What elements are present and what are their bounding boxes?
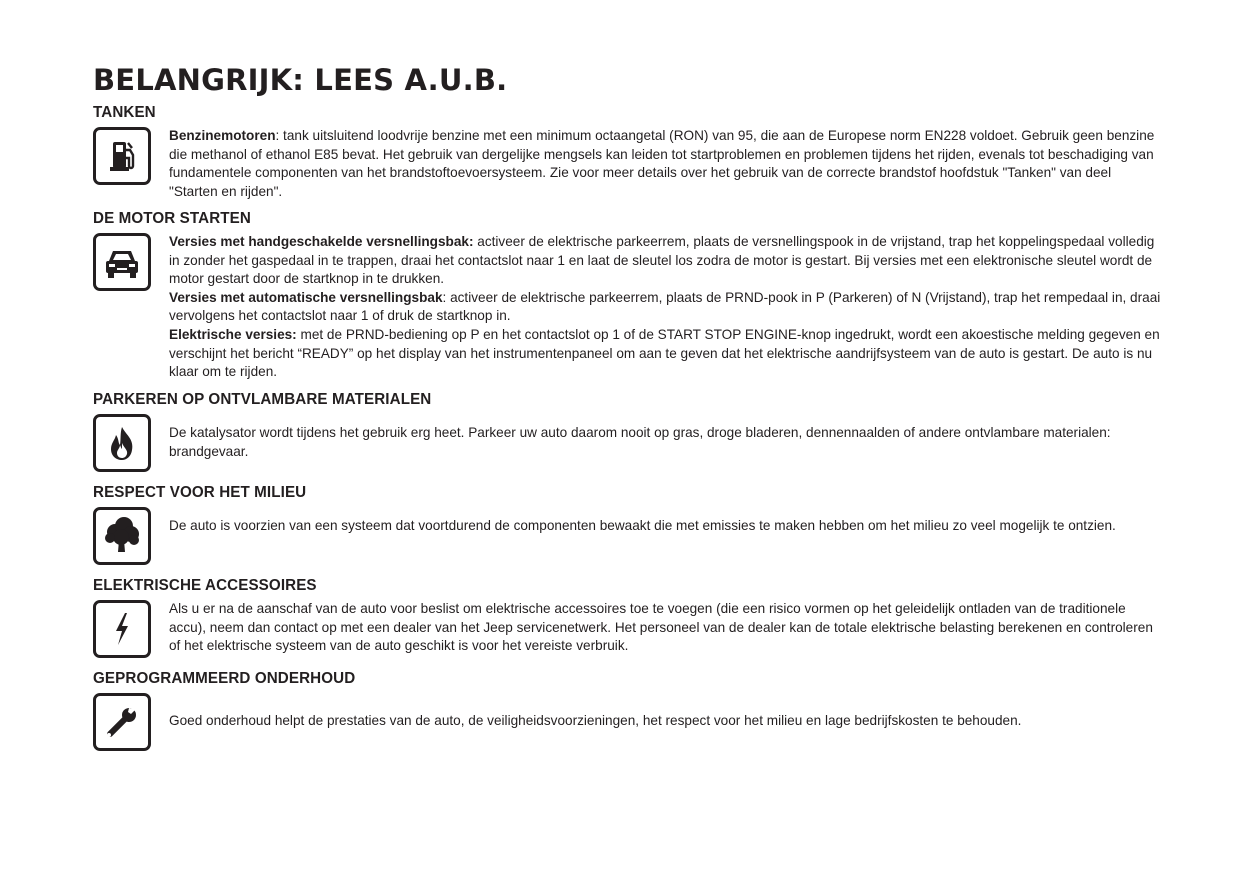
section-elektrische-accessoires [93,576,1163,656]
page-title: BELANGRIJK: LEES A.U.B. [93,63,508,97]
section-motor-starten [93,209,1163,382]
section-text [169,233,1163,382]
section-text [169,127,1163,201]
section-heading: TANKEN [93,104,156,121]
paragraph: Goed onderhoud helpt de prestaties van de auto, de veiligheidsvoorzieningen, het respect voor het milieu en lage bedrijfskosten te behouden. [169,713,1022,728]
lightning-icon [93,600,151,658]
paragraph: Als u er na de aanschaf van de auto voor beslist om elektrische accessoires toe te voegen (die een risico vormen op het geleidelijk ontladen van de traditionele accu), neem dan contact op met een dealer van het Jeep servicenetwerk. Het personeel van de dealer kan de totale elektrische belasting berekenen en controleren of het elektrische systeem van de auto geschikt is voor het vereiste verbruik. [169,601,1153,654]
section-milieu [93,483,1163,536]
paragraph: De auto is voorzien van een systeem dat voortdurend de componenten bewaakt die met emissies te maken hebben om het milieu zo veel mogelijk te ontzien. [169,518,1116,533]
section-parkeren [93,390,1163,461]
section-text [169,414,1163,461]
flame-icon [93,414,151,472]
section-text [169,693,1163,731]
section-onderhoud [93,669,1163,731]
section-heading: RESPECT VOOR HET MILIEU [93,484,307,501]
paragraph: De katalysator wordt tijdens het gebruik erg heet. Parkeer uw auto daarom nooit op gras, droge bladeren, dennennaalden of andere ontvlambare materialen: brandgevaar. [169,425,1111,459]
wrench-icon [93,693,151,751]
paragraph: Elektrische versies: met de PRND-bediening op P en het contactslot op 1 of de START STOP ENGINE-knop ingedrukt, wordt een akoestische melding gegeven en verschijnt het bericht “READY” op het display van het instrumentenpaneel om aan te geven dat het elektrische aandrijfsysteem van de auto is gestart. De auto is nu klaar om te rijden. [169,326,1160,380]
paragraph: Versies met automatische versnellingsbak: activeer de elektrische parkeerrem, plaats de PRND-pook in P (Parkeren) of N (Vrijstand), trap het rempedaal in, draai vervolgens het contactslot naar 1 of druk de startknop in. [169,289,1161,324]
paragraph: Versies met handgeschakelde versnellingsbak: activeer de elektrische parkeerrem, plaats de versnellingspook in de vrijstand, trap het koppelingspedaal volledig in zonder het gaspedaal in te trappen, draai het contactslot naar 1 en laat de sleutel los zodra de motor is gestart. Bij versies met een elektronische sleutel wordt de motor gestart door de startknop in te drukken. [169,234,1155,287]
section-heading: ELEKTRISCHE ACCESSOIRES [93,577,317,594]
section-heading: PARKEREN OP ONTVLAMBARE MATERIALEN [93,391,432,408]
section-heading: DE MOTOR STARTEN [93,210,251,227]
fuel-pump-icon [93,127,151,185]
car-icon [93,233,151,291]
section-heading: GEPROGRAMMEERD ONDERHOUD [93,670,356,687]
section-text [169,507,1163,536]
paragraph: Benzinemotoren: tank uitsluitend loodvrije benzine met een minimum octaangetal (RON) van 95, die aan de Europese norm EN228 voldoet. Gebruik geen benzine die methanol of ethanol E85 bevat. Het gebruik van dergelijke mengsels kan leiden tot startproblemen en problemen tijdens het rijden, evenals tot beschadiging van fundamentele componenten van het brandstoftoevoersysteem. Zie voor meer details over het gebruik van de correcte brandstof hoofdstuk "Tanken" van deel "Starten en rijden". [169,128,1155,199]
section-text [169,600,1163,656]
tree-icon [93,507,151,565]
section-tanken [93,103,1163,201]
